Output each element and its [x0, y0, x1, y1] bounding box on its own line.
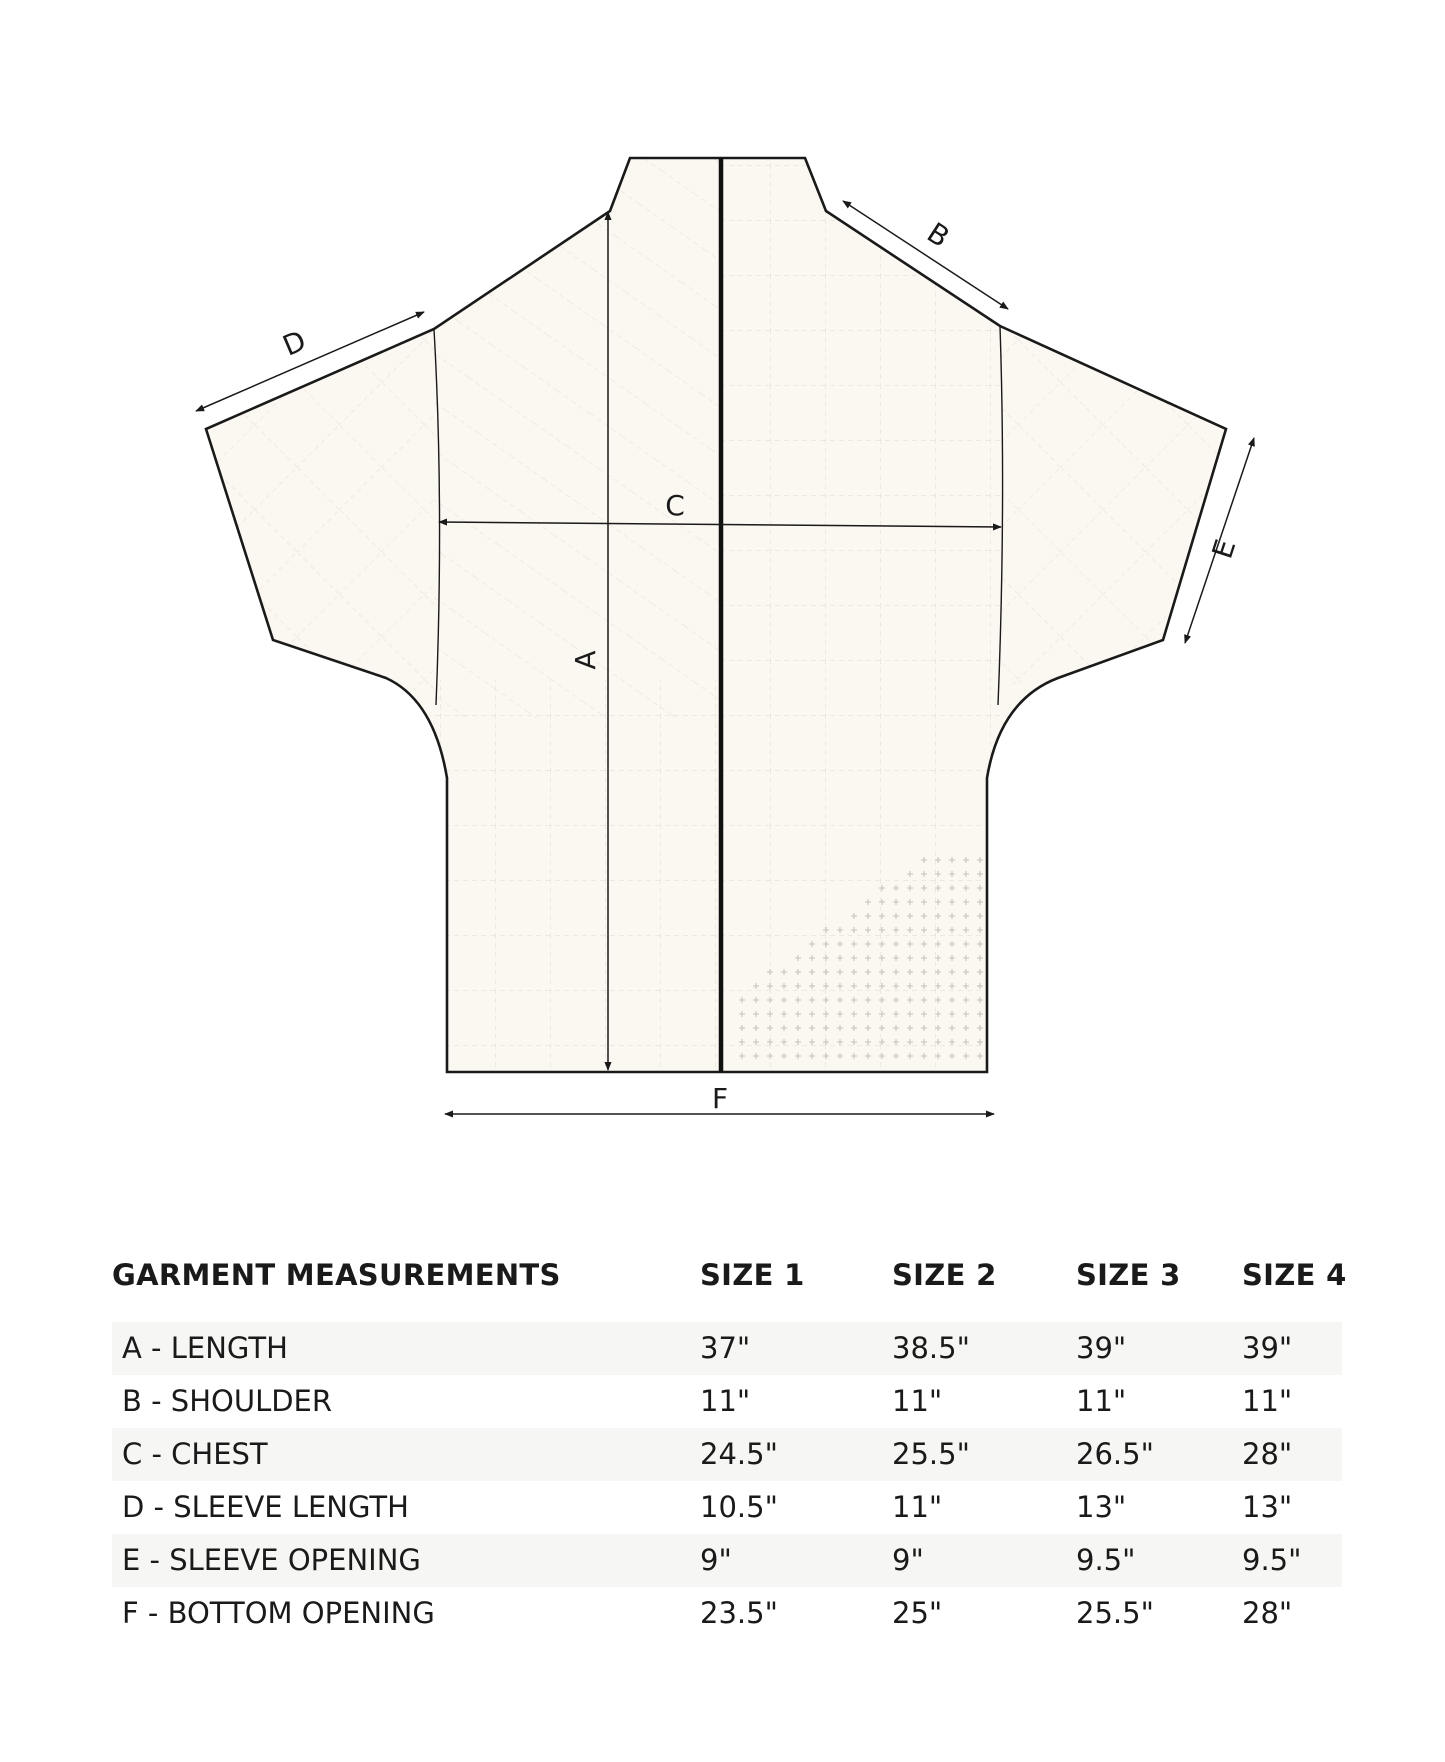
size-4-value: 13": [1242, 1490, 1293, 1524]
size-1-value: 23.5": [700, 1596, 778, 1630]
size-3-value: 9.5": [1076, 1543, 1136, 1577]
size-1-value: 9": [700, 1543, 732, 1577]
label-c: C: [665, 489, 685, 522]
row-label: D - SLEEVE LENGTH: [122, 1490, 409, 1524]
table-header: [112, 1258, 1347, 1322]
size-2-value: 9": [892, 1543, 924, 1577]
row-label: A - LENGTH: [122, 1331, 288, 1365]
row-label: E - SLEEVE OPENING: [122, 1543, 421, 1577]
table-body: [112, 1322, 1342, 1640]
row-label: F - BOTTOM OPENING: [122, 1596, 435, 1630]
size-4-value: 28": [1242, 1596, 1293, 1630]
table-row: [112, 1587, 1342, 1640]
table-title: GARMENT MEASUREMENTS: [112, 1258, 561, 1292]
size-1-value: 37": [700, 1331, 751, 1365]
row-label: B - SHOULDER: [122, 1384, 333, 1418]
size-1-value: 10.5": [700, 1490, 778, 1524]
table-row: [112, 1481, 1342, 1534]
label-a: A: [569, 650, 602, 670]
size-3-value: 39": [1076, 1331, 1127, 1365]
row-label: C - CHEST: [122, 1437, 268, 1471]
size-4-value: 39": [1242, 1331, 1293, 1365]
size-2-value: 11": [892, 1490, 943, 1524]
size-3-header: SIZE 3: [1076, 1258, 1181, 1292]
size-4-value: 9.5": [1242, 1543, 1302, 1577]
size-2-value: 38.5": [892, 1331, 970, 1365]
size-3-value: 11": [1076, 1384, 1127, 1418]
table-row: [112, 1375, 1342, 1428]
fabric-texture: [200, 158, 1230, 1072]
size-3-value: 13": [1076, 1490, 1127, 1524]
size-4-value: 11": [1242, 1384, 1293, 1418]
measurements-table: [112, 1258, 1347, 1640]
size-1-value: 11": [700, 1384, 751, 1418]
size-4-header: SIZE 4: [1242, 1258, 1347, 1292]
size-1-value: 24.5": [700, 1437, 778, 1471]
size-2-value: 25.5": [892, 1437, 970, 1471]
size-4-value: 28": [1242, 1437, 1293, 1471]
size-2-value: 25": [892, 1596, 943, 1630]
size-1-header: SIZE 1: [700, 1258, 805, 1292]
size-2-header: SIZE 2: [892, 1258, 997, 1292]
size-2-value: 11": [892, 1384, 943, 1418]
size-3-value: 25.5": [1076, 1596, 1154, 1630]
table-row: [112, 1534, 1342, 1587]
label-b: B: [921, 215, 956, 255]
label-d: D: [277, 323, 311, 363]
label-e: E: [1205, 535, 1243, 563]
table-row: [112, 1428, 1342, 1481]
table-row: [112, 1322, 1342, 1375]
size-3-value: 26.5": [1076, 1437, 1154, 1471]
label-f: F: [711, 1082, 729, 1115]
